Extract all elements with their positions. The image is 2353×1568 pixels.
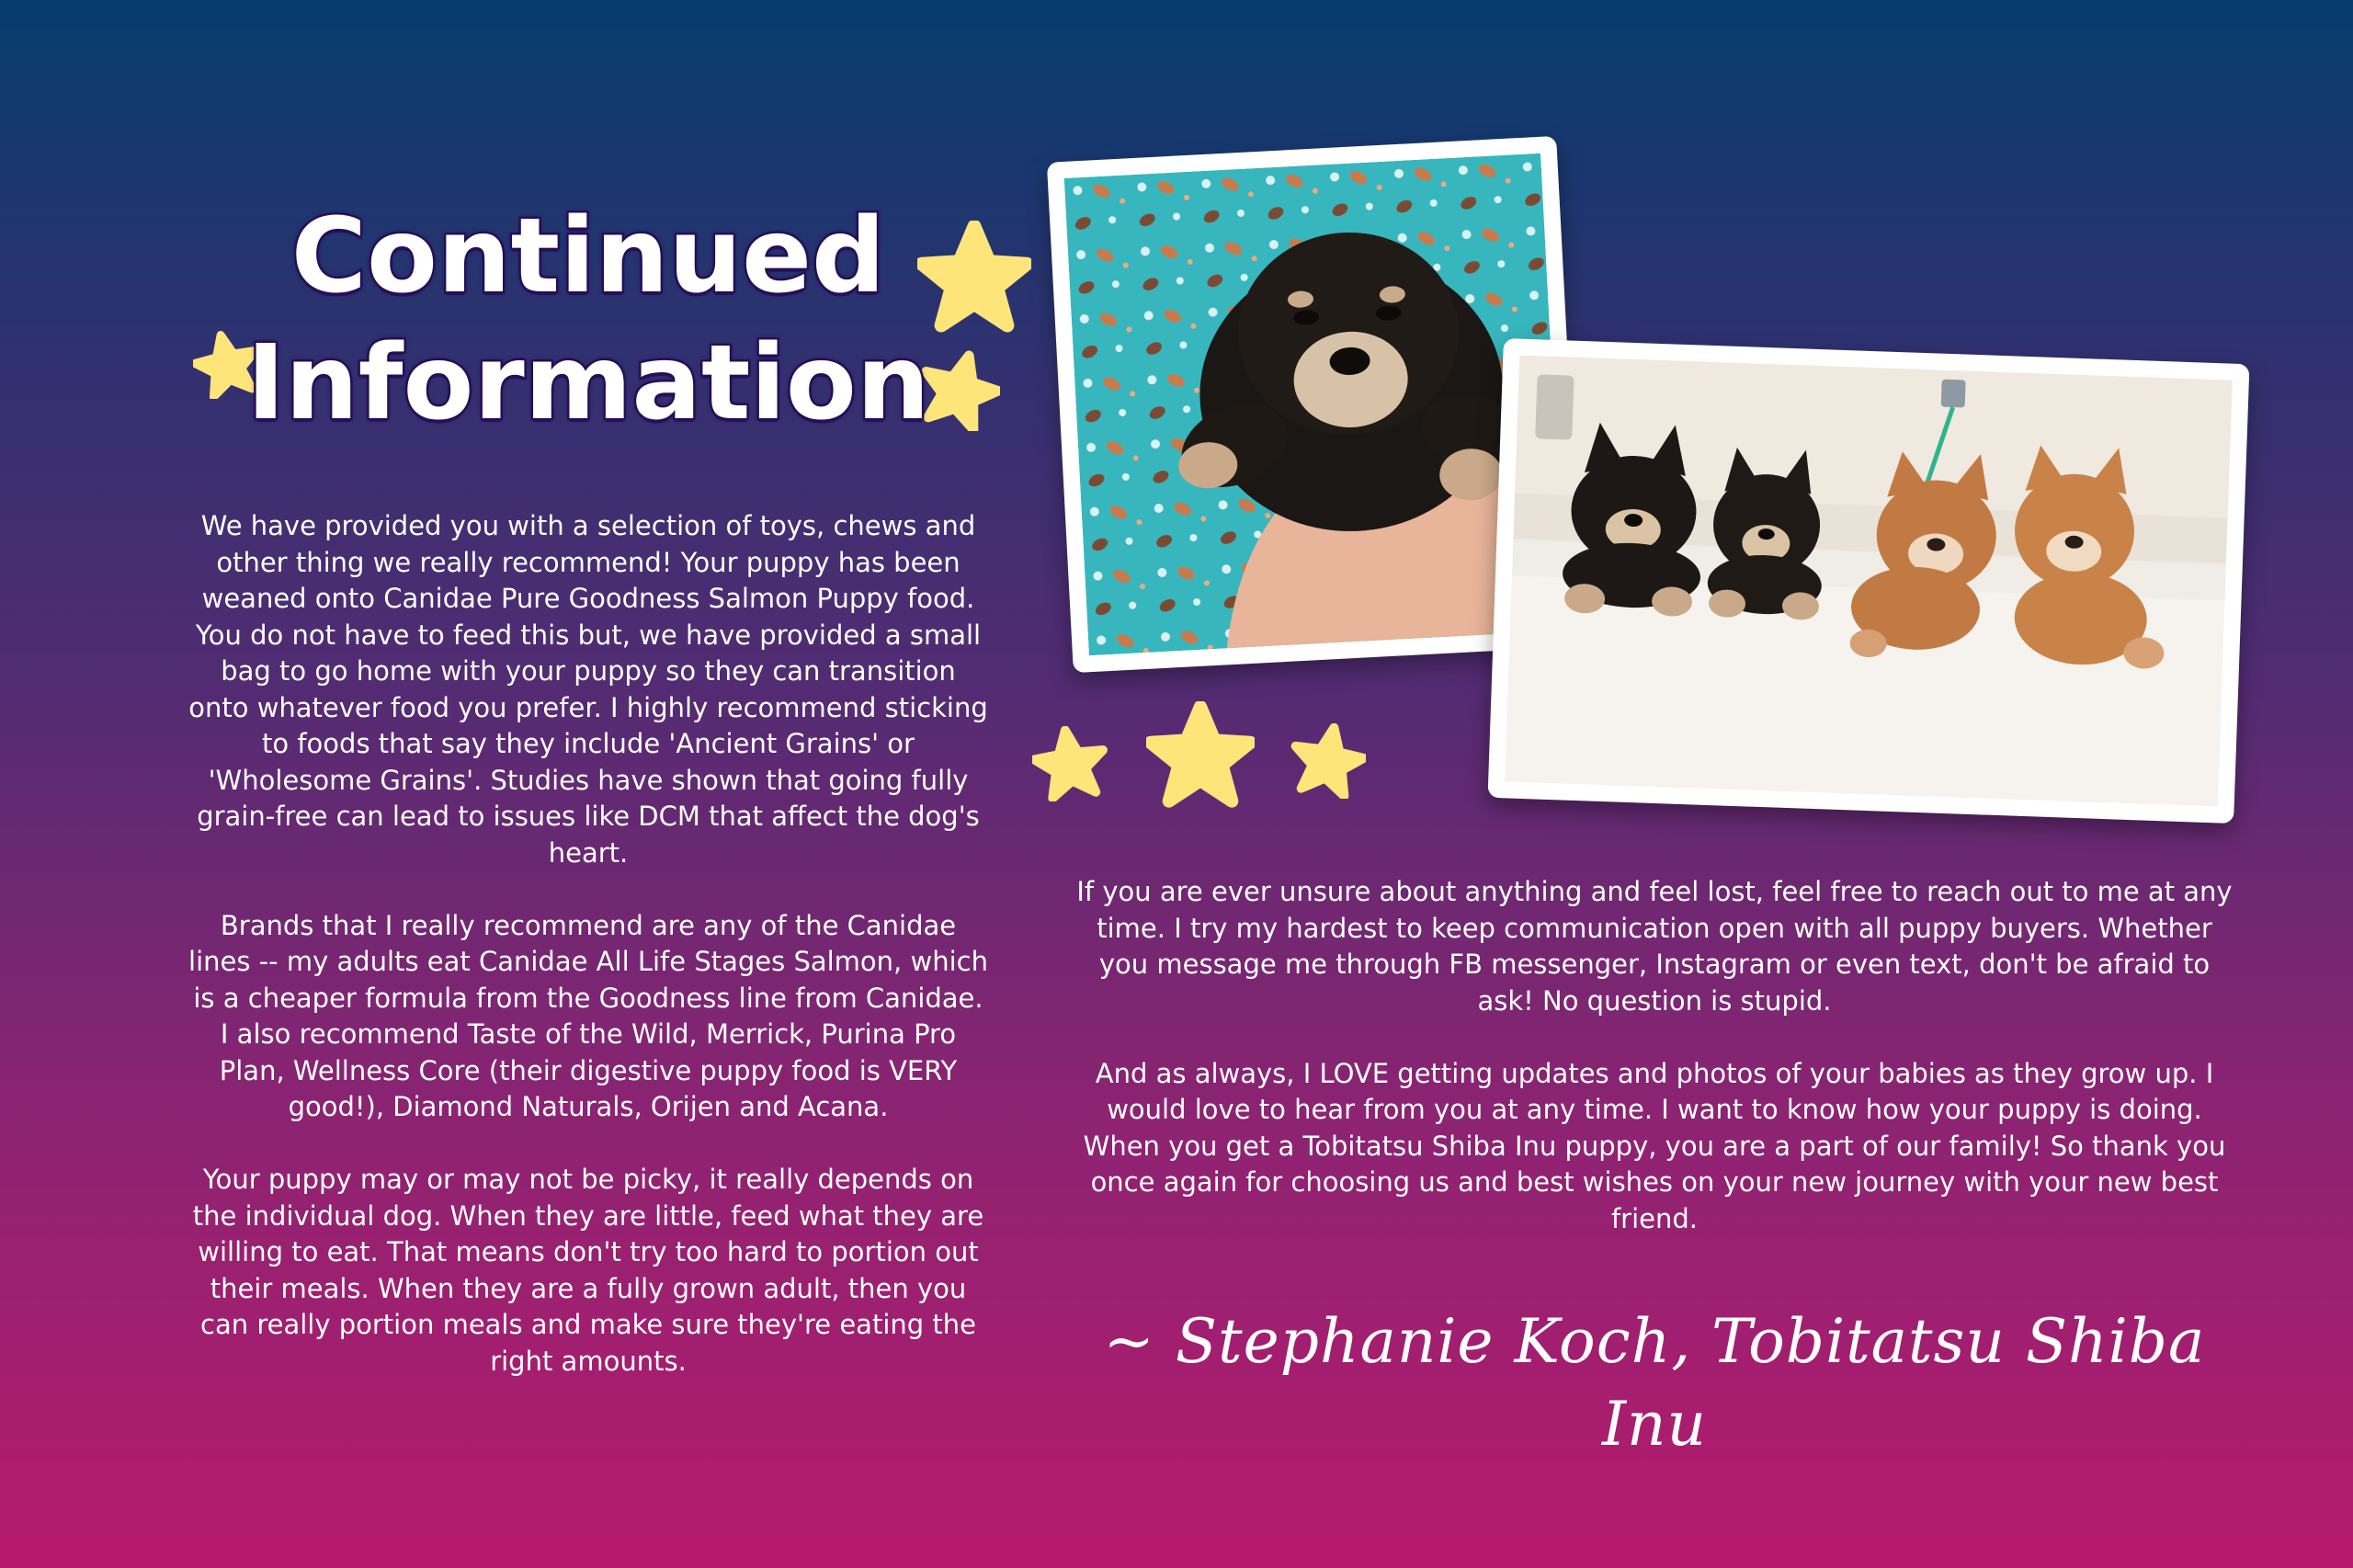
paragraph-updates: And as always, I LOVE getting updates and photos of your babies as they grow up. I would love to hear from you at any time. I want to know how your puppy is doing. When you get a Tobitatsu Shiba Inu puppy, you are a part of our family! So thank you once again for choosing us and best wishes on your new journey with your new best friend. [1083, 1057, 2226, 1234]
star-icon [1146, 701, 1255, 810]
left-text-column [188, 508, 988, 1380]
puppies-in-bathtub-photo-icon [1505, 356, 2233, 807]
puppy-held-photo-icon [1064, 153, 1566, 655]
title-line-2: Information [246, 324, 930, 443]
title-line-1: Continued [290, 197, 886, 316]
right-text-column [1071, 874, 2238, 1237]
star-icon [1290, 723, 1366, 799]
paragraph-picky-eaters: Your puppy may or may not be picky, it really depends on the individual dog. When they are little, feed what they are willing to eat. That means don't try too hard to portion out their meals. When they are a fully grown adult, then you can really portion meals and make sure they're eating the right amounts. [192, 1164, 984, 1377]
paragraph-recommended-brands: Brands that I really recommend are any of the Canidae lines -- my adults eat Canidae All Life Stages Salmon, which is a cheaper formula from the Goodness line from Canidae. I also recommend Taste of the Wild, Merrick, Purina Pro Plan, Wellness Core (their digestive puppy food is VERY good!), Diamond Naturals, Orijen and Acana. [188, 909, 988, 1122]
page-title [184, 193, 993, 447]
photo-puppies-bathtub [1488, 338, 2250, 824]
paragraph-reach-out: If you are ever unsure about anything and feel lost, feel free to reach out to me at any time. I try my hardest to keep communication open with all puppy buyers. Whether you message me through FB messenger, Instagram or even text, don't be afraid to ask! No question is stupid. [1076, 876, 2233, 1017]
star-icon [1032, 726, 1108, 801]
paragraph-puppy-food: We have provided you with a selection of toys, chews and other thing we really recommend! Your puppy has been weaned onto Canidae Pure Goodness Salmon Puppy food. You do not have to feed this but, we have provided a small bag to go home with your puppy so they can transition onto whatever food you prefer. I highly recommend sticking to foods that say they include 'Ancient Grains' or 'Wholesome Grains'. Studies have shown that going fully grain-free can lead to issues like DCM that affect the dog's heart. [188, 510, 988, 869]
signature: ~ Stephanie Koch, Tobitatsu Shiba Inu [1103, 1306, 2206, 1460]
